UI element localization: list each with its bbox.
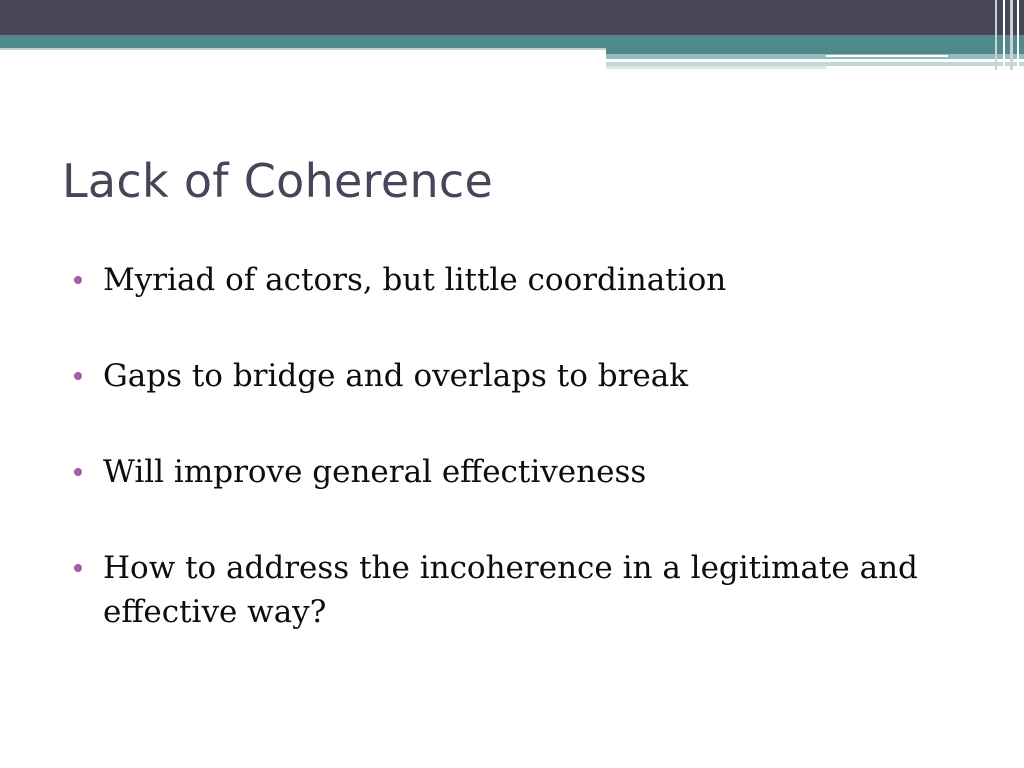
header-vertical-line: [1017, 0, 1019, 70]
bullet-item: [74, 258, 954, 302]
header-right-highlight-stripe: [826, 55, 948, 57]
bullet-list: [74, 258, 954, 686]
header-vertical-line: [1010, 0, 1013, 70]
header-vertical-line: [995, 0, 997, 70]
bullet-dot-icon: [74, 564, 82, 572]
header-vertical-line: [1003, 0, 1005, 70]
bullet-item: [74, 546, 954, 634]
bullet-dot-icon: [74, 468, 82, 476]
slide-title: Lack of Coherence: [62, 154, 494, 208]
header-teal-band: [0, 35, 1024, 48]
bullet-dot-icon: [74, 372, 82, 380]
header-right-thin-stripe-short: [606, 66, 826, 69]
bullet-text: How to address the incoherence in a legitimate and effective way?: [103, 550, 918, 630]
bullet-text: Will improve general effectiveness: [103, 454, 647, 490]
bullet-dot-icon: [74, 276, 82, 284]
header-dark-band: [0, 0, 1024, 35]
bullet-text: Myriad of actors, but little coordination: [103, 262, 727, 298]
bullet-text: Gaps to bridge and overlaps to break: [103, 358, 689, 394]
bullet-item: [74, 354, 954, 398]
bullet-item: [74, 450, 954, 494]
